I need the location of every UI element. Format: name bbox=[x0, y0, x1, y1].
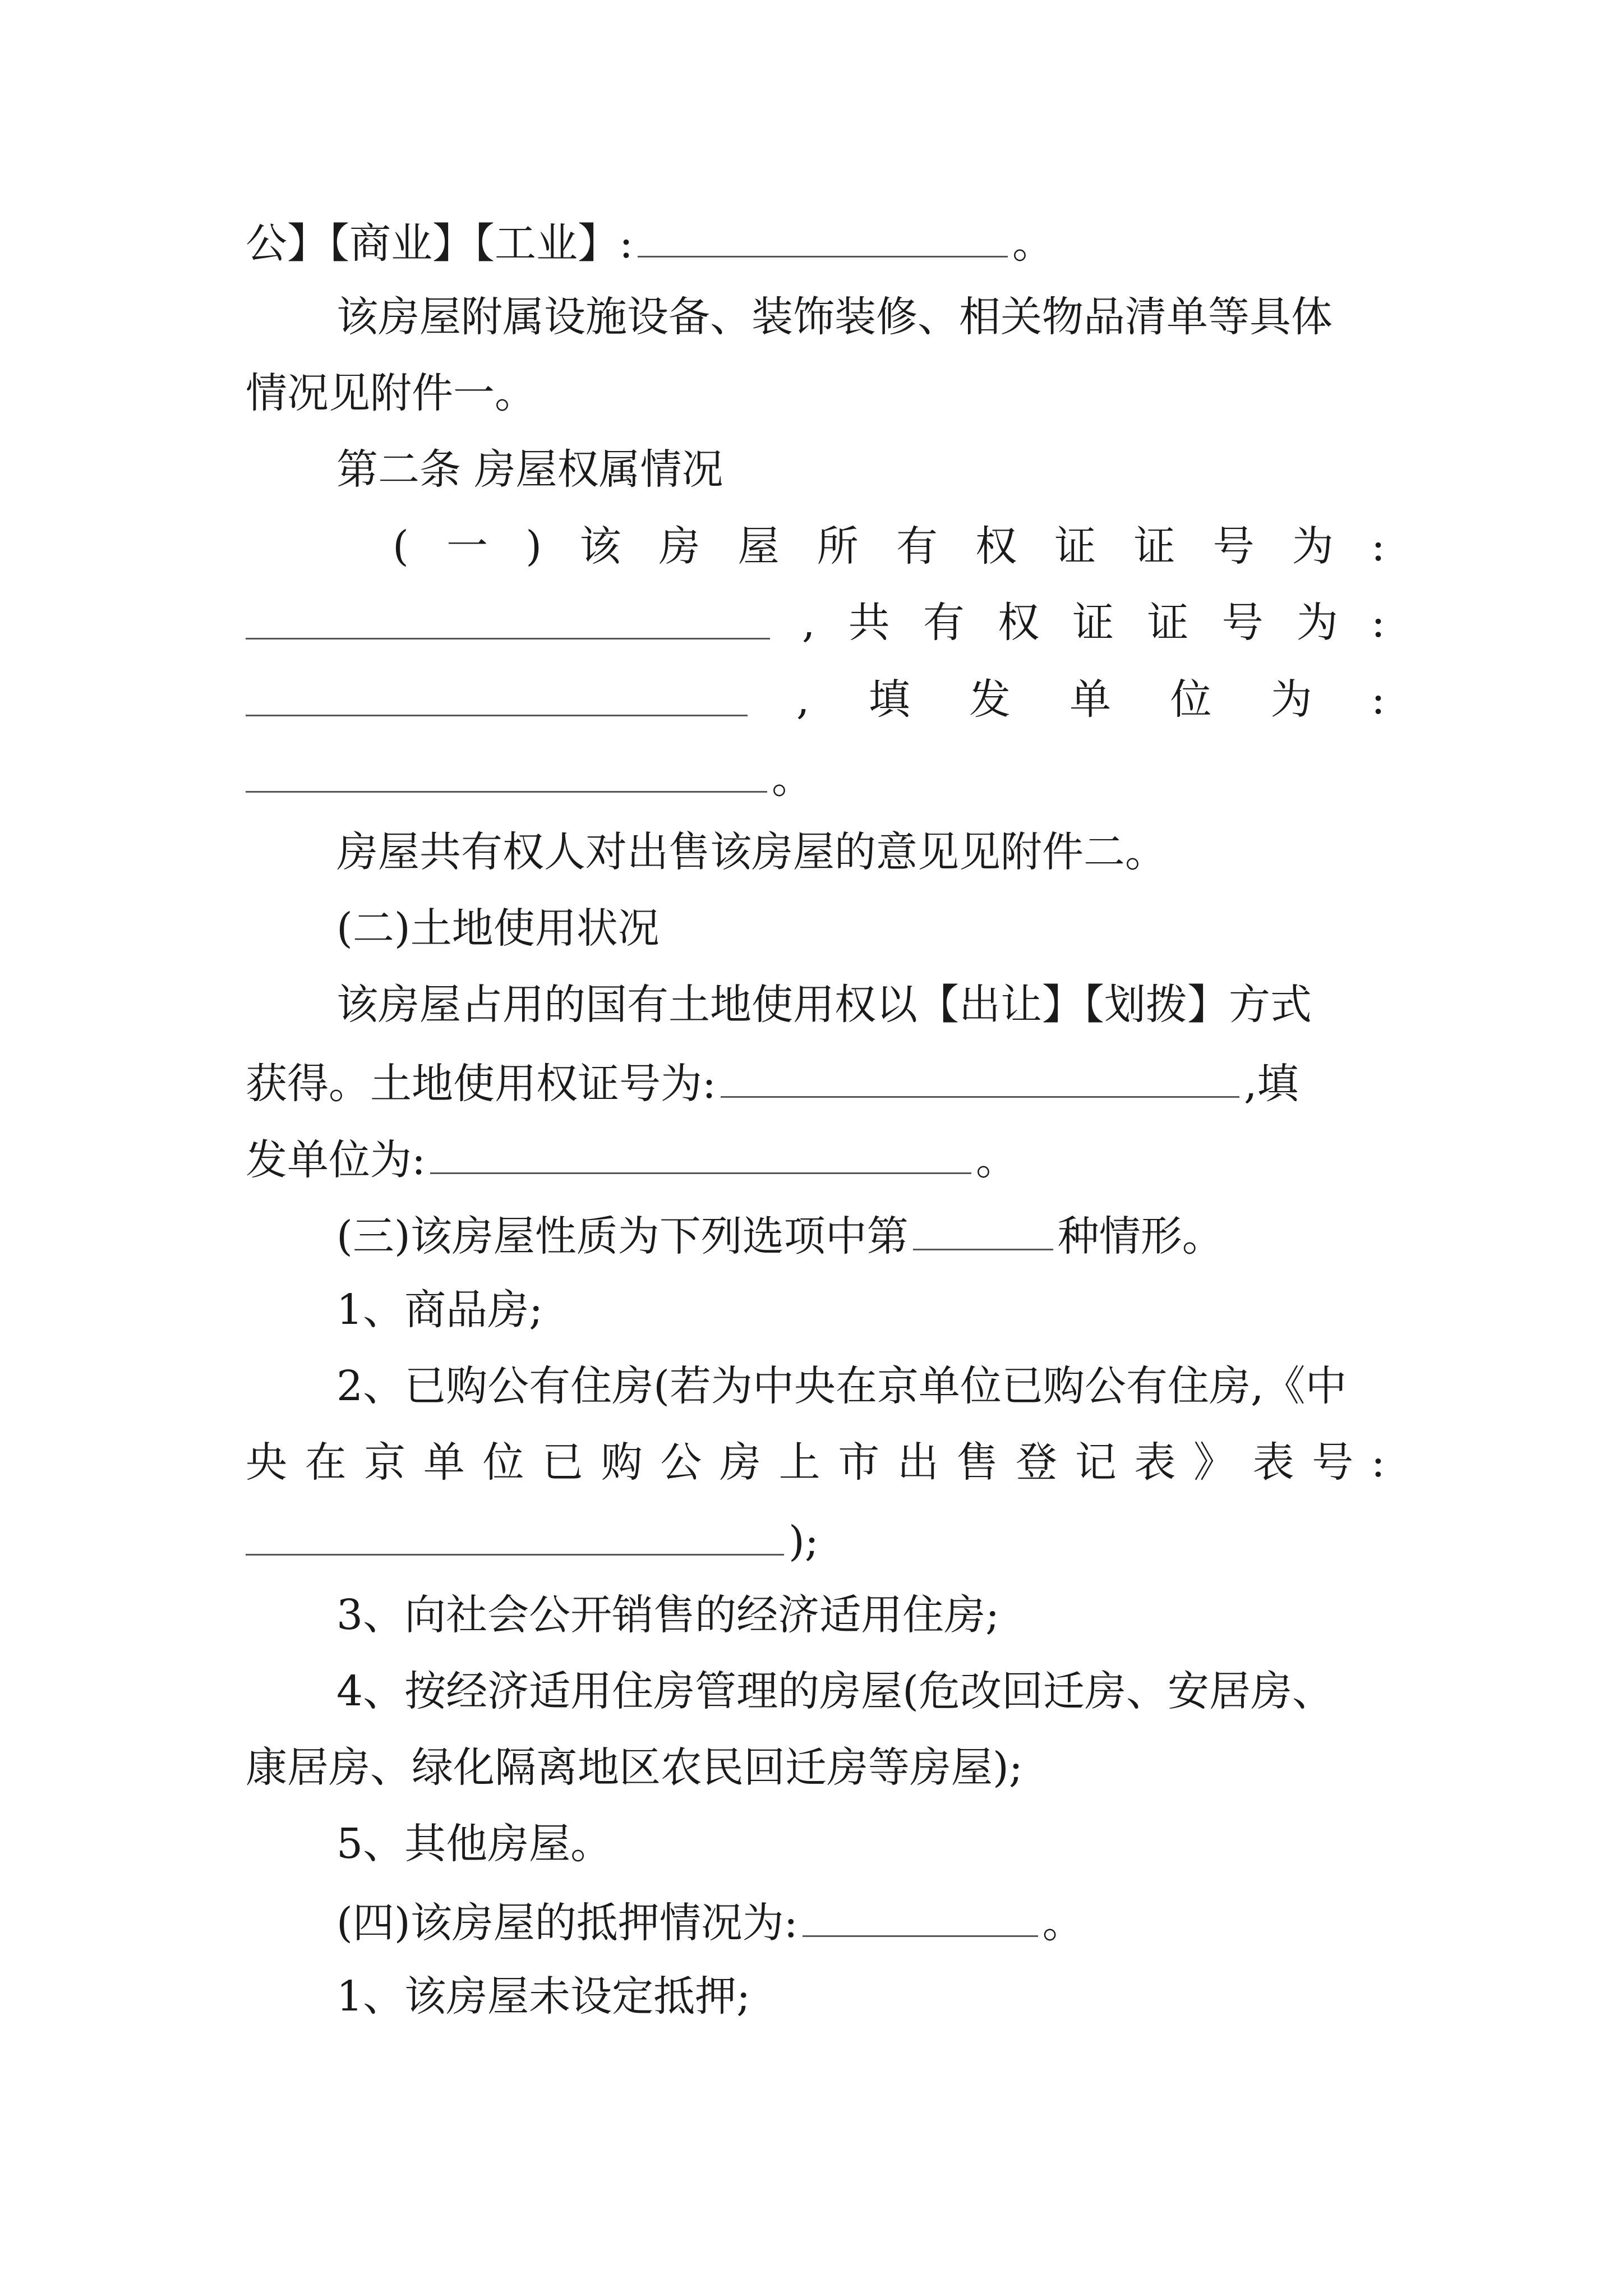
l5-c4: 房 bbox=[658, 522, 700, 570]
doc-line-14 bbox=[336, 1212, 1224, 1260]
doc-line-6-blank-wrap bbox=[246, 602, 774, 646]
option-5: 5、其他房屋。 bbox=[336, 1820, 612, 1868]
line-12-text: 获得。土地使用权证号为: bbox=[246, 1060, 716, 1108]
l7-c5: 为 bbox=[1270, 675, 1312, 724]
l5-c9: 证 bbox=[1054, 522, 1096, 570]
l17-c19: : bbox=[1371, 1438, 1385, 1487]
l17-c11: 出 bbox=[897, 1438, 939, 1487]
l17-c10: 市 bbox=[838, 1438, 880, 1487]
blank-ownership-cert-no[interactable] bbox=[246, 602, 770, 639]
article-2-heading: 第二条 房屋权属情况 bbox=[336, 445, 723, 494]
l5-c12: 为 bbox=[1292, 522, 1334, 570]
l7-c0: , bbox=[796, 675, 810, 724]
doc-line-17 bbox=[246, 1438, 1385, 1487]
line-1-text: 公】【商业】【工业】: bbox=[246, 219, 633, 268]
doc-line-23 bbox=[336, 1899, 1084, 1947]
doc-line-12 bbox=[246, 1060, 1299, 1108]
option-4: 4、按经济适用住房管理的房屋(危改回迁房、安居房、 bbox=[336, 1667, 1334, 1715]
l17-c12: 售 bbox=[956, 1438, 998, 1487]
l17-c5: 已 bbox=[542, 1438, 584, 1487]
l17-c16: 》 bbox=[1193, 1438, 1235, 1487]
l6-c6: 号 bbox=[1221, 599, 1264, 647]
l6-c4: 证 bbox=[1072, 599, 1114, 647]
l17-c14: 记 bbox=[1075, 1438, 1117, 1487]
l6-c5: 证 bbox=[1147, 599, 1189, 647]
l5-c0: ( bbox=[393, 522, 409, 570]
doc-line-7-blank-wrap bbox=[246, 679, 752, 723]
option-3: 3、向社会公开销售的经济适用住房; bbox=[336, 1591, 1000, 1639]
doc-line-1 bbox=[246, 219, 1054, 268]
l5-c1: 一 bbox=[446, 522, 488, 570]
blank-issuing-authority[interactable] bbox=[246, 755, 767, 793]
line-12-end: ,填 bbox=[1243, 1060, 1299, 1108]
l5-c13: : bbox=[1371, 522, 1385, 570]
l7-c2: 发 bbox=[969, 675, 1011, 724]
line-13-end: 。 bbox=[975, 1136, 1017, 1184]
l17-c2: 京 bbox=[364, 1438, 406, 1487]
blank-land-issuer[interactable] bbox=[430, 1137, 971, 1174]
l6-c2: 有 bbox=[923, 599, 965, 647]
line-1-end: 。 bbox=[1012, 219, 1054, 268]
doc-line-9: 房屋共有权人对出售该房屋的意见见附件二。 bbox=[336, 828, 1166, 876]
option-1: 1、商品房; bbox=[336, 1286, 543, 1334]
l5-c10: 证 bbox=[1133, 522, 1175, 570]
line-18-end: ); bbox=[789, 1517, 819, 1566]
doc-line-5 bbox=[393, 522, 1385, 570]
blank-land-cert-no[interactable] bbox=[721, 1060, 1239, 1098]
line-14-end: 种情形。 bbox=[1057, 1212, 1224, 1260]
l17-c4: 位 bbox=[482, 1438, 524, 1487]
l17-c9: 上 bbox=[778, 1438, 820, 1487]
doc-line-3: 情况见附件一。 bbox=[246, 369, 536, 417]
l5-c11: 号 bbox=[1212, 522, 1255, 570]
l7-c4: 位 bbox=[1170, 675, 1212, 724]
l5-c7: 有 bbox=[896, 522, 938, 570]
line-13-text: 发单位为: bbox=[246, 1136, 426, 1184]
doc-line-8 bbox=[246, 754, 813, 803]
l6-c7: 为 bbox=[1296, 599, 1338, 647]
doc-line-11: 该房屋占用的国有土地使用权以【出让】【划拨】方式 bbox=[336, 981, 1312, 1029]
l6-c1: 共 bbox=[848, 599, 890, 647]
l17-c7: 公 bbox=[660, 1438, 702, 1487]
doc-line-7 bbox=[796, 675, 1385, 724]
l7-c6: : bbox=[1371, 675, 1385, 724]
line-23-end: 。 bbox=[1042, 1899, 1084, 1947]
l7-c3: 单 bbox=[1069, 675, 1112, 724]
line-8-end: 。 bbox=[772, 754, 813, 803]
l17-c6: 购 bbox=[601, 1438, 643, 1487]
l6-c3: 权 bbox=[998, 599, 1040, 647]
l5-c5: 屋 bbox=[737, 522, 780, 570]
l17-c3: 单 bbox=[423, 1438, 465, 1487]
line-14-text: (三)该房屋性质为下列选项中第 bbox=[336, 1212, 909, 1260]
doc-line-2: 该房屋附属设施设备、装饰装修、相关物品清单等具体 bbox=[336, 293, 1332, 341]
l17-c13: 登 bbox=[1016, 1438, 1058, 1487]
doc-line-18 bbox=[246, 1517, 819, 1566]
l17-c15: 表 bbox=[1134, 1438, 1176, 1487]
l7-c1: 填 bbox=[868, 675, 910, 724]
option-2: 2、已购公有住房(若为中央在京单位已购公有住房,《中 bbox=[336, 1362, 1347, 1410]
l17-c17: 表 bbox=[1252, 1438, 1294, 1487]
l5-c2: ) bbox=[525, 522, 542, 570]
mortgage-option-1: 1、该房屋未设定抵押; bbox=[336, 1972, 751, 2021]
blank-registration-form-no[interactable] bbox=[246, 1518, 784, 1556]
l17-c0: 央 bbox=[246, 1438, 287, 1487]
blank-coownership-cert-no[interactable] bbox=[246, 679, 748, 716]
doc-line-6 bbox=[802, 599, 1385, 647]
blank-field-purpose[interactable] bbox=[638, 220, 1008, 257]
l6-c8: : bbox=[1371, 599, 1385, 647]
l5-c6: 所 bbox=[817, 522, 859, 570]
blank-property-type[interactable] bbox=[913, 1213, 1053, 1250]
section-2-heading: (二)土地使用状况 bbox=[336, 904, 660, 953]
blank-mortgage-status[interactable] bbox=[803, 1899, 1038, 1937]
l5-c8: 权 bbox=[975, 522, 1017, 570]
l17-c1: 在 bbox=[305, 1438, 347, 1487]
doc-line-21: 康居房、绿化隔离地区农民回迁房等房屋); bbox=[246, 1743, 1023, 1792]
l17-c18: 号 bbox=[1312, 1438, 1354, 1487]
l17-c8: 房 bbox=[720, 1438, 761, 1487]
line-23-text: (四)该房屋的抵押情况为: bbox=[336, 1899, 798, 1947]
doc-line-13 bbox=[246, 1136, 1017, 1184]
l5-c3: 该 bbox=[579, 522, 621, 570]
l6-c0: , bbox=[802, 599, 815, 647]
